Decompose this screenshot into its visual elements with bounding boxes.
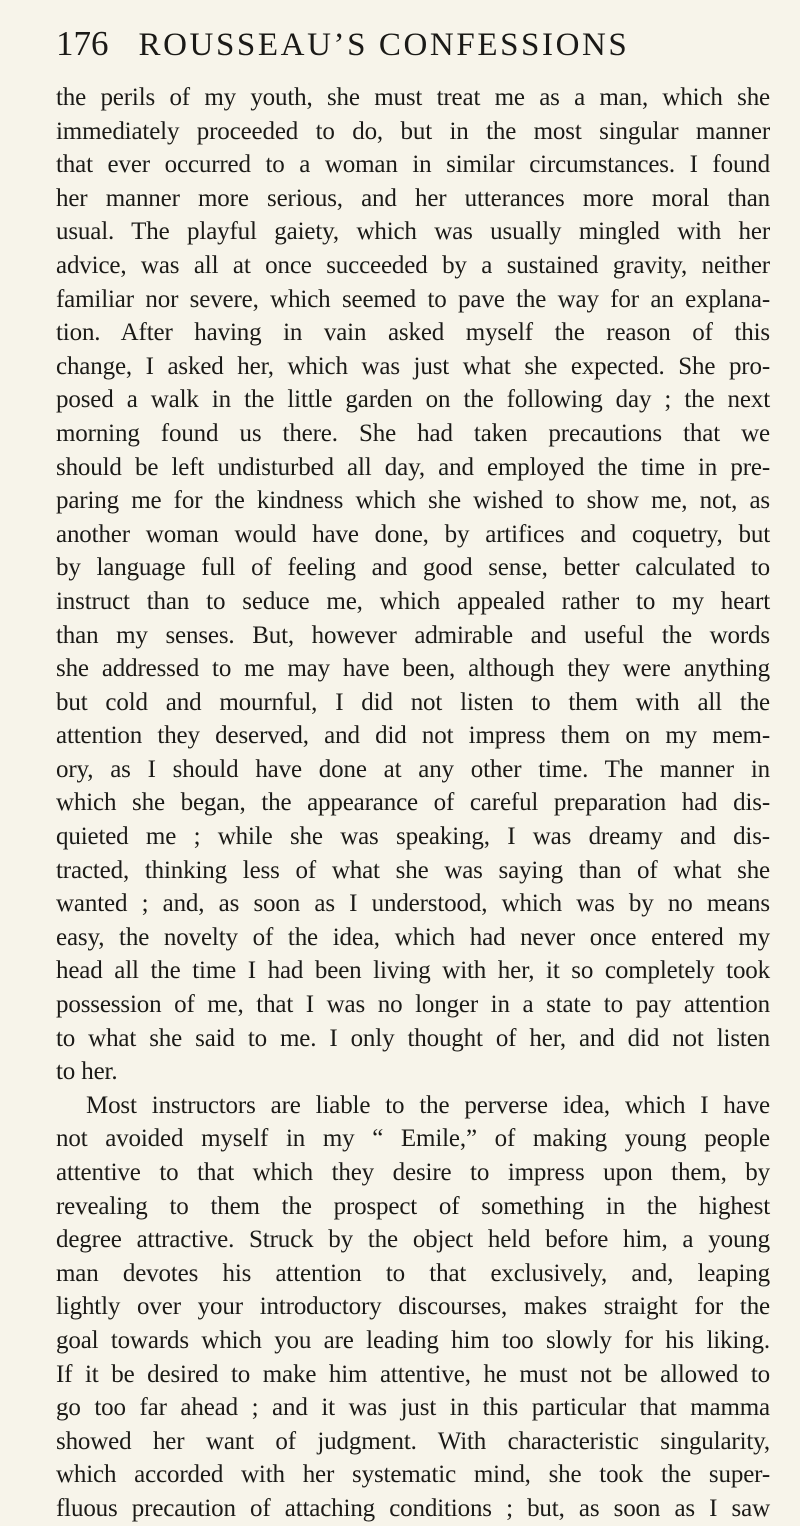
text-line: head all the time I had been living with her, it so completely took [56, 957, 770, 985]
text-line: lightly over your introductory discourses, makes straight for the [56, 1293, 770, 1321]
text-line: familiar nor severe, which seemed to pave the way for an explana- [56, 285, 770, 313]
body-text [56, 81, 770, 1526]
text-line: easy, the novelty of the idea, which had never once entered my [56, 923, 770, 951]
text-line: attentive to that which they desire to impress upon them, by [56, 1159, 770, 1186]
page-number: 176 [56, 24, 109, 63]
text-line: attention they deserved, and did not impress them on my mem- [56, 722, 770, 750]
text-line: that ever occurred to a woman in similar circumstances. I found [56, 151, 770, 179]
text-line: to her. [56, 1058, 118, 1086]
text-line: usual. The playful gaiety, which was usually mingled with her [56, 218, 770, 246]
text-line: but cold and mournful, I did not listen to them with all the [56, 688, 770, 716]
text-line: advice, was all at once succeeded by a sustained gravity, neither [56, 251, 770, 279]
text-line: degree attractive. Struck by the object held before him, a young [56, 1226, 770, 1254]
text-line: Most instructors are liable to the perverse idea, which I have [86, 1091, 770, 1119]
text-line: go too far ahead ; and it was just in this particular that mamma [56, 1394, 770, 1422]
page-header [56, 24, 746, 72]
text-line: her manner more serious, and her utterances more moral than [56, 184, 770, 212]
text-line: another woman would have done, by artifices and coquetry, but [56, 520, 770, 548]
text-line: man devotes his attention to that exclusively, and, leaping [56, 1259, 770, 1287]
text-line: wanted ; and, as soon as I understood, which was by no means [56, 890, 770, 918]
text-line: paring me for the kindness which she wished to show me, not, as [56, 487, 770, 515]
text-line: tracted, thinking less of what she was saying than of what she [56, 856, 770, 884]
text-line: morning found us there. She had taken precautions that we [56, 419, 770, 447]
text-line: change, I asked her, which was just what she expected. She pro- [56, 352, 770, 380]
text-line: quieted me ; while she was speaking, I was dreamy and dis- [56, 823, 770, 851]
text-line: which she began, the appearance of careful preparation had dis- [56, 789, 770, 817]
text-line: she addressed to me may have been, although they were anything [56, 655, 770, 683]
text-line: possession of me, that I was no longer in a state to pay attention [56, 991, 770, 1019]
text-line: goal towards which you are leading him too slowly for his liking. [56, 1326, 770, 1354]
text-line: posed a walk in the little garden on the following day ; the next [56, 386, 770, 414]
text-line: revealing to them the prospect of something in the highest [56, 1192, 770, 1220]
text-line: instruct than to seduce me, which appealed rather to my heart [56, 587, 770, 615]
text-line: If it be desired to make him attentive, he must not be allowed to [56, 1360, 770, 1388]
text-line: not avoided myself in my “ Emile,” of making young people [56, 1125, 770, 1153]
text-line: showed her want of judgment. With characteristic singularity, [56, 1427, 770, 1455]
text-line: than my senses. But, however admirable and useful the words [56, 621, 770, 649]
text-line: to what she said to me. I only thought of her, and did not listen [56, 1024, 770, 1052]
text-line: immediately proceeded to do, but in the most singular manner [56, 117, 770, 145]
text-line: the perils of my youth, she must treat me as a man, which she [56, 84, 770, 111]
text-line: should be left undisturbed all day, and employed the time in pre- [56, 453, 770, 481]
text-line: which accorded with her systematic mind, she took the super- [56, 1461, 770, 1489]
text-line: by language full of feeling and good sense, better calculated to [56, 554, 770, 582]
text-line: tion. After having in vain asked myself the reason of this [56, 319, 770, 347]
text-line: ory, as I should have done at any other time. The manner in [56, 755, 770, 783]
text-line: fluous precaution of attaching conditions ; but, as soon as I saw [56, 1494, 770, 1522]
running-title: ROUSSEAU’S CONFESSIONS [138, 27, 630, 63]
